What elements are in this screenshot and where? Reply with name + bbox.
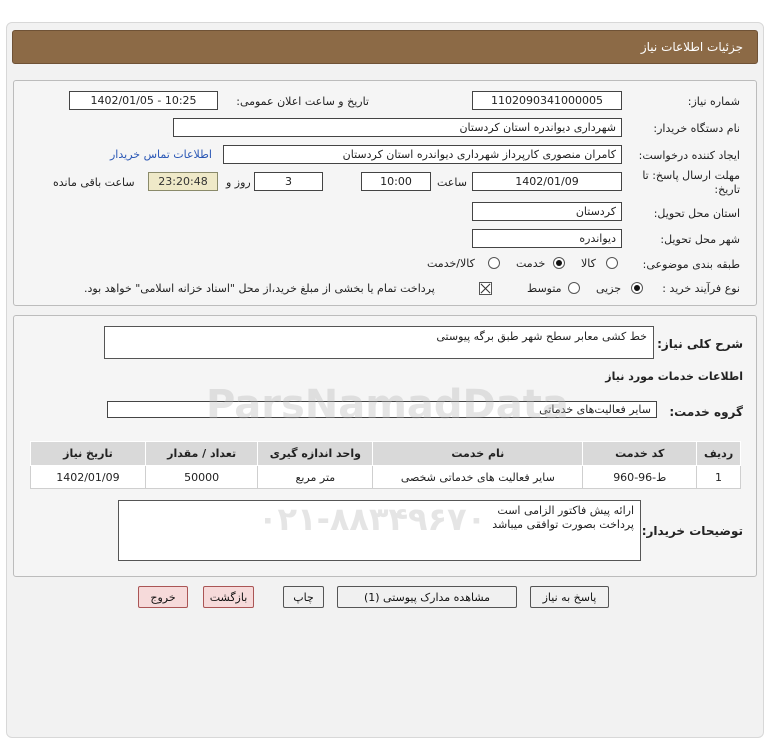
buyer-notes-line-1: ارائه پیش فاکتور الزامی است [497,504,634,517]
process-option-medium: متوسط [527,282,562,295]
cell-service-name: سایر فعالیت های خدماتی شخصی [373,466,583,489]
service-group-field: سایر فعالیت‌های خدماتی [107,401,657,418]
remaining-label: ساعت باقی مانده [53,176,135,189]
back-button[interactable]: بازگشت [203,586,254,608]
days-label: روز و [226,176,251,189]
category-option-goods-service: کالا/خدمت [427,257,475,270]
cell-service-code: ط-96-960 [583,466,697,489]
cell-row-number: 1 [697,466,741,489]
buyer-notes-field [118,500,641,561]
deadline-date-field: 1402/01/09 [472,172,622,191]
table-row [31,466,741,489]
description-label: شرح کلی نیاز: [657,337,743,351]
print-button[interactable]: چاپ [283,586,324,608]
buyer-org-label: نام دستگاه خریدار: [653,122,740,135]
cell-unit: متر مربع [258,466,373,489]
deadline-time-field: 10:00 [361,172,431,191]
payment-note: پرداخت تمام یا بخشی از مبلغ خرید،از محل "اسناد خزانه اسلامی" خواهد بود. [84,282,435,295]
category-radio-goods-service[interactable] [488,257,500,269]
attachments-button[interactable]: مشاهده مدارک پیوستی (1) [337,586,517,608]
creator-label: ایجاد کننده درخواست: [638,149,740,162]
need-info-panel [13,80,757,306]
announce-datetime-field: 1402/01/05 - 10:25 [69,91,218,110]
category-option-service: خدمت [516,257,546,270]
col-unit: واحد اندازه گیری [258,442,373,466]
process-radio-medium[interactable] [568,282,580,294]
category-label: طبقه بندی موضوعی: [642,258,740,271]
deadline-time-label: ساعت [437,176,467,189]
page-title: جزئیات اطلاعات نیاز [640,40,743,54]
services-table [30,441,741,489]
process-option-minor: جزیی [596,282,622,295]
creator-field: کامران منصوری کارپرداز شهرداری دیواندره استان کردستان [223,145,622,164]
buyer-contact-link[interactable]: اطلاعات تماس خریدار [110,148,212,161]
announce-label: تاریخ و ساعت اعلان عمومی: [236,95,369,108]
services-section-title: اطلاعات خدمات مورد نیاز [605,370,743,383]
buyer-org-field: شهرداری دیواندره استان کردستان [173,118,622,137]
exit-button[interactable]: خروج [138,586,188,608]
remaining-time-field: 23:20:48 [148,172,218,191]
need-number-field: 1102090341000005 [472,91,622,110]
description-field: خط کشی معابر سطح شهر طبق برگه پیوستی [104,326,654,359]
city-field: دیواندره [472,229,622,248]
col-service-code: کد خدمت [583,442,697,466]
col-row-number: ردیف [697,442,741,466]
category-radio-service[interactable] [553,257,565,269]
days-field: 3 [254,172,323,191]
category-option-goods: کالا [581,257,596,270]
province-field: کردستان [472,202,622,221]
process-radio-minor[interactable] [631,282,643,294]
cell-need-date: 1402/01/09 [31,466,146,489]
buyer-notes-line-2: پرداخت بصورت توافقی میباشد [492,518,634,531]
process-label: نوع فرآیند خرید : [662,282,740,295]
treasury-payment-checkbox[interactable] [479,282,492,295]
col-need-date: تاریخ نیاز [31,442,146,466]
watermark-brand: ParsNamadData [206,382,569,428]
table-header-row [31,442,741,466]
cell-quantity: 50000 [145,466,258,489]
reply-button[interactable]: پاسخ به نیاز [530,586,609,608]
city-label: شهر محل تحویل: [660,233,740,246]
service-group-label: گروه خدمت: [669,405,743,419]
deadline-label: مهلت ارسال پاسخ: تا [642,169,740,182]
watermark-phone: ۰۲۱-۸۸۳۴۹۶۷۰ [258,500,487,538]
col-quantity: تعداد / مقدار [145,442,258,466]
deadline-label-date: تاریخ: [714,183,740,196]
need-number-label: شماره نیاز: [687,95,740,108]
col-service-name: نام خدمت [373,442,583,466]
buyer-notes-label: توضیحات خریدار: [641,524,743,538]
category-radio-goods[interactable] [606,257,618,269]
header-bar [12,30,758,64]
province-label: استان محل تحویل: [653,207,740,220]
